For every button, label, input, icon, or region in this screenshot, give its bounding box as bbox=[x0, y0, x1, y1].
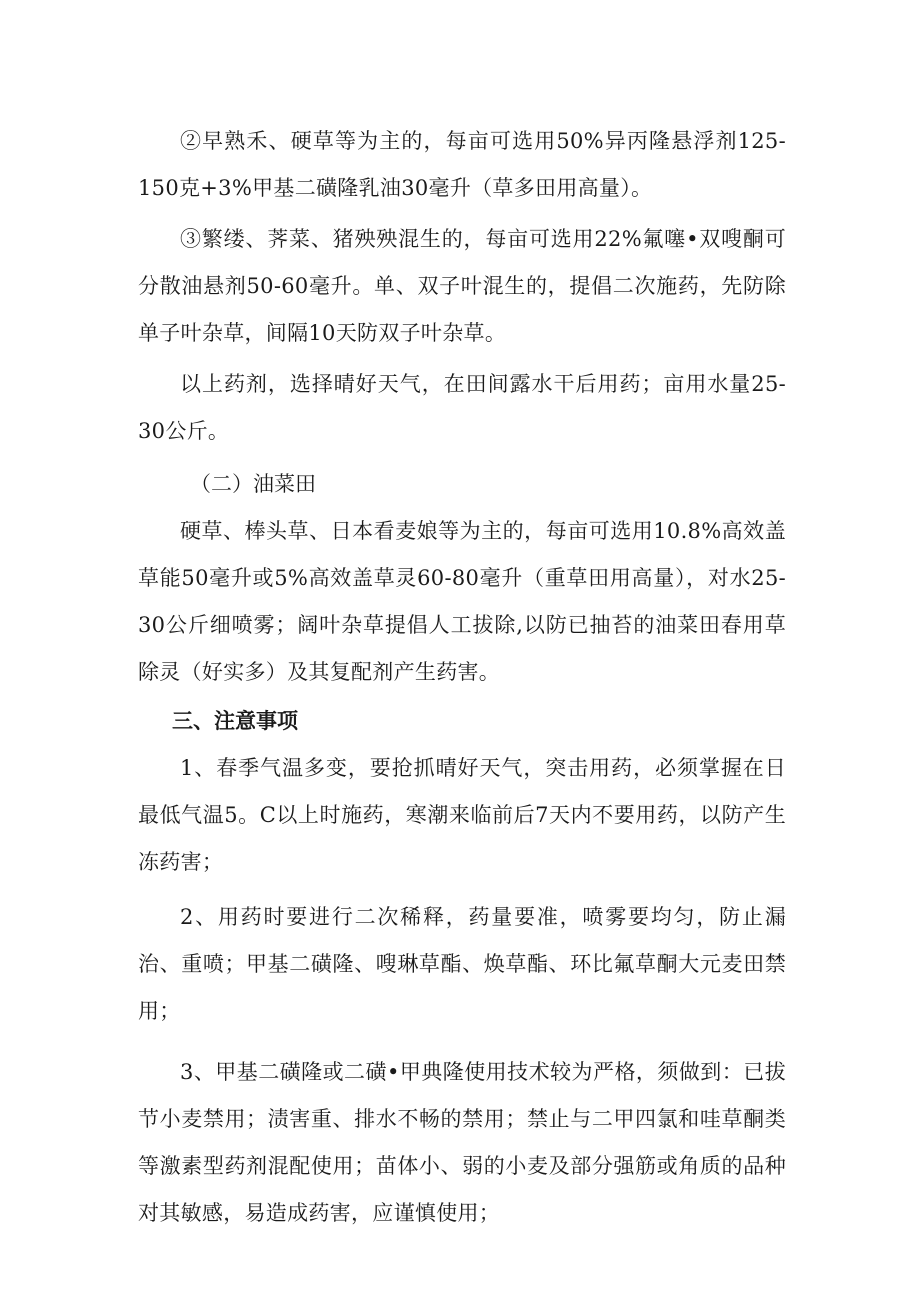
paragraph-application-note: 以上药剂，选择晴好天气，在田间露水干后用药；亩用水量25-30公斤。 bbox=[138, 372, 786, 443]
precaution-item-3: 3、甲基二磺隆或二磺•甲典隆使用技术较为严格，须做到：已拔节小麦禁用；渍害重、排水不畅的禁用；禁止与二甲四氯和哇草酮类等激素型药剂混配使用；苗体小、弱的小麦及部分强筋或角质的品种对其敏感，易造成药害，应谨慎使用； bbox=[138, 1060, 786, 1225]
subheading-rapeseed-field: （二）油菜田 bbox=[190, 472, 316, 496]
document-body bbox=[138, 118, 786, 1237]
precaution-item-2: 2、用药时要进行二次稀释，药量要准，喷雾要均匀，防止漏治、重喷；甲基二磺隆、嗖琳草酯、焕草酯、环比氟草酮大元麦田禁用； bbox=[138, 905, 786, 1023]
paragraph-rapeseed: 硬草、棒头草、日本看麦娘等为主的，每亩可选用10.8%高效盖草能50毫升或5%高效盖草灵60-80毫升（重草田用高量），对水25-30公斤细喷雾；阔叶杂草提倡人工拔除,以防已抽苔的油菜田春用草除灵（好实多）及其复配剂产生药害。 bbox=[138, 519, 786, 684]
paragraph-weed-meadowgrass: ②早熟禾、硬草等为主的，每亩可选用50%异丙隆悬浮剂125-150克+3%甲基二磺隆乳油30毫升（草多田用高量）。 bbox=[138, 129, 786, 200]
paragraph-weed-chickweed: ③繁缕、荠菜、猪殃殃混生的，每亩可选用22%氟噻•双嗖酮可分散油悬剂50-60毫升。单、双子叶混生的，提倡二次施药，先防除单子叶杂草，间隔10天防双子叶杂草。 bbox=[138, 227, 786, 345]
precaution-item-1: 1、春季气温多变，要抢抓晴好天气，突击用药，必须掌握在日最低气温5。C以上时施药，寒潮来临前后7天内不要用药，以防产生冻药害； bbox=[138, 756, 786, 874]
section-heading-precautions: 三、注意事项 bbox=[172, 709, 298, 733]
